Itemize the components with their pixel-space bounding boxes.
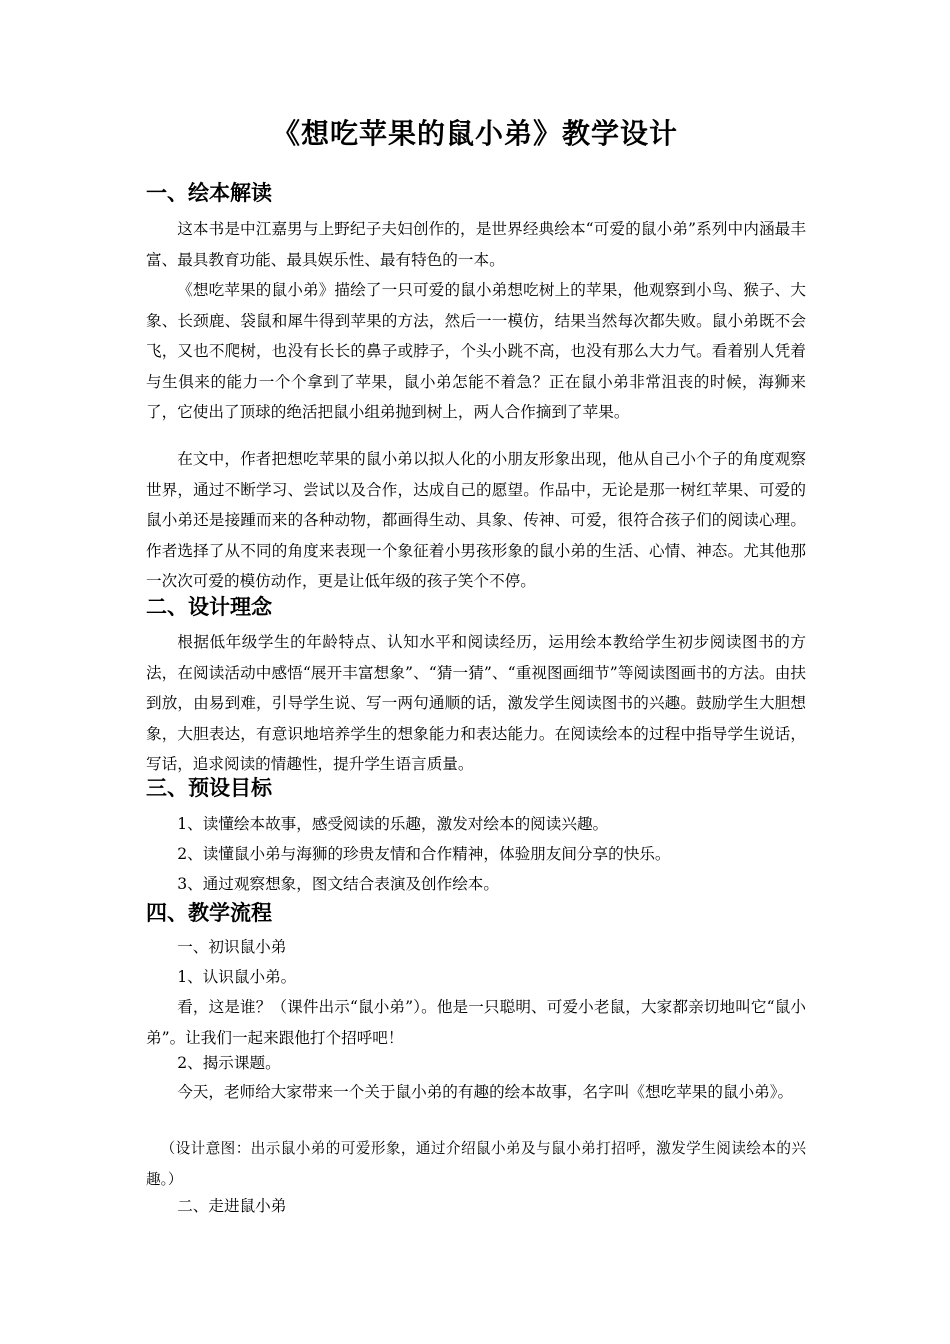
design-intent-note: （设计意图：出示鼠小弟的可爱形象，通过介绍鼠小弟及与鼠小弟打招呼，激发学生阅读绘本的兴趣。）	[146, 1140, 806, 1188]
section-heading-goals: 三、预设目标	[146, 776, 272, 800]
goal-item: 3、通过观察想象，图文结合表演及创作绘本。	[177, 875, 499, 893]
section-heading-teaching-process: 四、教学流程	[146, 901, 272, 925]
process-paragraph: 看，这是谁？（课件出示“鼠小弟”）。他是一只聪明、可爱小老鼠，大家都亲切地叫它“鼠小弟”。让我们一起来跟他打个招呼吧！	[146, 998, 806, 1047]
section-heading-design-concept: 二、设计理念	[146, 595, 272, 619]
paragraph: 在文中，作者把想吃苹果的鼠小弟以拟人化的小朋友形象出现，他从自己小个子的角度观察世界，通过不断学习、尝试以及合作，达成自己的愿望。作品中，无论是那一树红苹果、可爱的鼠小弟还是接踵而来的各种动物，都画得生动、具象、传神、可爱，很符合孩子们的阅读心理。作者选择了从不同的角度来表现一个象征着小男孩形象的鼠小弟的生活、心情、神态。尤其他那一次次可爱的模仿动作，更是让低年级的孩子笑个不停。	[146, 450, 806, 591]
document-title: 《想吃苹果的鼠小弟》教学设计	[271, 117, 678, 150]
goal-item: 1、读懂绘本故事，感受阅读的乐趣，激发对绘本的阅读兴趣。	[177, 815, 609, 833]
section-heading-interpretation: 一、绘本解读	[146, 181, 272, 205]
goal-item: 2、读懂鼠小弟与海狮的珍贵友情和合作精神，体验朋友间分享的快乐。	[177, 845, 671, 863]
process-line: 一、初识鼠小弟	[177, 938, 287, 956]
paragraph: 《想吃苹果的鼠小弟》描绘了一只可爱的鼠小弟想吃树上的苹果，他观察到小鸟、猴子、大象、长颈鹿、袋鼠和犀牛得到苹果的方法，然后一一模仿，结果当然每次都失败。鼠小弟既不会飞，又也不爬树，也没有长长的鼻子或脖子，个头小跳不高，也没有那么大力气。看着别人凭着与生俱来的能力一个个拿到了苹果，鼠小弟怎能不着急？正在鼠小弟非常沮丧的时候，海狮来了，它使出了顶球的绝活把鼠小组弟抛到树上，两人合作摘到了苹果。	[146, 281, 806, 422]
process-line: 二、走进鼠小弟	[177, 1197, 287, 1215]
paragraph: 这本书是中江嘉男与上野纪子夫妇创作的，是世界经典绘本“可爱的鼠小弟”系列中内涵最丰富、最具教育功能、最具娱乐性、最有特色的一本。	[146, 220, 806, 269]
process-line: 2、揭示课题。	[177, 1054, 281, 1072]
paragraph: 根据低年级学生的年龄特点、认知水平和阅读经历，运用绘本教给学生初步阅读图书的方法，在阅读活动中感悟“展开丰富想象”、“猜一猜”、“重视图画细节”等阅读图画书的方法。由扶到放，由易到难，引导学生说、写一两句通顺的话，激发学生阅读图书的兴趣。鼓励学生大胆想象，大胆表达，有意识地培养学生的想象能力和表达能力。在阅读绘本的过程中指导学生说话，写话，追求阅读的情趣性，提升学生语言质量。	[146, 633, 806, 774]
process-line: 1、认识鼠小弟。	[177, 968, 297, 986]
process-paragraph: 今天，老师给大家带来一个关于鼠小弟的有趣的绘本故事，名字叫《想吃苹果的鼠小弟》。	[177, 1083, 794, 1101]
